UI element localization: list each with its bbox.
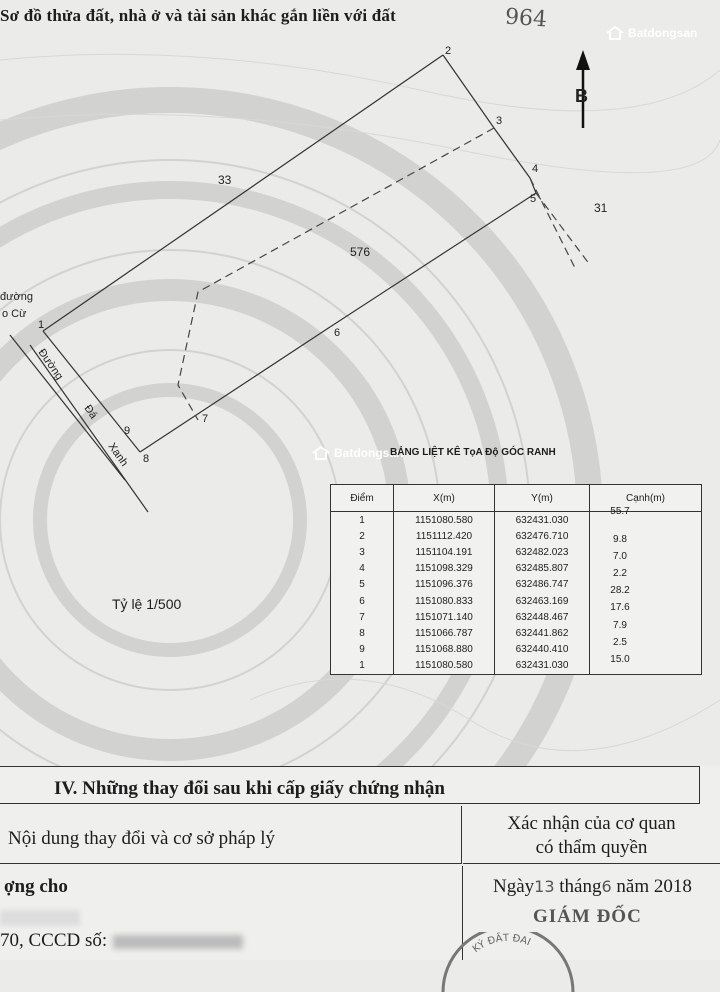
inner-dashed-line bbox=[178, 128, 494, 420]
table-row bbox=[331, 528, 702, 544]
edge-value: 7.9 bbox=[613, 620, 627, 631]
cell-x: 1151080.580 bbox=[394, 658, 495, 675]
boundary-6-8 bbox=[140, 327, 330, 452]
date-prefix: Ngày bbox=[493, 876, 535, 897]
coords-table-title: BẢNG LIỆT KÊ TọA Độ GÓC RANH bbox=[390, 447, 556, 458]
edge-value: 2.5 bbox=[613, 637, 627, 648]
col-right-line-1: Xác nhận của cơ quan bbox=[507, 813, 676, 834]
road-name-3: Xanh bbox=[105, 440, 131, 469]
boundary-2-3 bbox=[443, 55, 494, 128]
road-corner-label-2: o Cừ bbox=[2, 308, 27, 320]
table-row bbox=[331, 658, 702, 675]
watermark-text: Batdongsan bbox=[334, 446, 404, 460]
point-5: 5 bbox=[530, 193, 537, 205]
cell-y: 632440.410 bbox=[495, 642, 590, 658]
road-name-2: Đá bbox=[81, 402, 100, 422]
date-year: năm 2018 bbox=[616, 876, 692, 897]
point-9: 9 bbox=[124, 425, 131, 437]
neighbor-east: 31 bbox=[594, 201, 608, 215]
header-point: Điểm bbox=[331, 485, 394, 512]
cell-y: 632485.807 bbox=[495, 561, 590, 577]
road-edge-1 bbox=[10, 335, 125, 480]
cell-y: 632476.710 bbox=[495, 528, 590, 544]
edge-value: 17.6 bbox=[610, 602, 630, 613]
date-day: 13 bbox=[534, 877, 555, 896]
table-row bbox=[331, 593, 702, 609]
cell-x: 1151068.880 bbox=[394, 642, 495, 658]
cell-y: 632482.023 bbox=[495, 544, 590, 560]
map-scale: Tỷ lệ 1/500 bbox=[112, 596, 182, 612]
cell-point: 2 bbox=[331, 528, 394, 544]
change-text-row-2 bbox=[0, 930, 243, 952]
cell-x: 1151112.420 bbox=[394, 528, 495, 544]
parcel-number: 576 bbox=[350, 245, 371, 259]
cell-x: 1151066.787 bbox=[394, 625, 495, 641]
cell-point: 8 bbox=[331, 625, 394, 641]
header-x: X(m) bbox=[394, 485, 495, 512]
redacted-id bbox=[113, 935, 243, 949]
col-right-line-2: có thẩm quyền bbox=[535, 837, 648, 858]
cell-point: 7 bbox=[331, 609, 394, 625]
road-corner-label-1: đường bbox=[0, 291, 33, 303]
confirmation-cell bbox=[463, 866, 720, 960]
neighbor-north: 33 bbox=[218, 173, 232, 187]
date-month: 6 bbox=[601, 877, 612, 896]
document-title: Sơ đồ thửa đất, nhà ở và tài sản khác gắn liền với đất bbox=[0, 6, 396, 25]
edge-value: 55.7 bbox=[610, 506, 630, 517]
point-7: 7 bbox=[202, 413, 209, 425]
cell-y: 632463.169 bbox=[495, 593, 590, 609]
cell-y: 632486.747 bbox=[495, 577, 590, 593]
cell-x: 1151071.140 bbox=[394, 609, 495, 625]
point-4: 4 bbox=[532, 163, 539, 175]
cell-x: 1151080.580 bbox=[394, 512, 495, 529]
east-dashed-2 bbox=[536, 193, 590, 265]
col-right-header bbox=[463, 806, 720, 864]
table-row bbox=[331, 577, 702, 593]
boundary-1-2 bbox=[43, 55, 443, 331]
header-edge: Cạnh(m) bbox=[590, 485, 702, 512]
change-content-cell bbox=[0, 866, 463, 960]
cell-x: 1151098.329 bbox=[394, 561, 495, 577]
table-row bbox=[331, 625, 702, 641]
seal-text: KÝ ĐẤT ĐAI bbox=[470, 932, 533, 956]
point-3: 3 bbox=[496, 115, 503, 127]
svg-text:KÝ ĐẤT ĐAI bbox=[471, 932, 532, 955]
road-name-1: Đường bbox=[35, 346, 66, 383]
east-dashed-1 bbox=[530, 178, 576, 270]
cell-point: 3 bbox=[331, 544, 394, 560]
col-left-header: Nội dung thay đổi và cơ sở pháp lý bbox=[0, 806, 462, 864]
edge-value: 9.8 bbox=[613, 534, 627, 545]
house-icon bbox=[312, 446, 330, 460]
point-8: 8 bbox=[143, 453, 150, 465]
watermark-text: Batdongsan bbox=[628, 26, 698, 40]
section-iv-title: IV. Những thay đổi sau khi cấp giấy chứng nhận bbox=[0, 766, 700, 804]
cell-y: 632448.467 bbox=[495, 609, 590, 625]
boundary-5-6 bbox=[330, 193, 536, 327]
cell-point: 6 bbox=[331, 593, 394, 609]
table-row bbox=[331, 642, 702, 658]
handwritten-note: 964 bbox=[504, 4, 548, 33]
edge-value: 15.0 bbox=[610, 654, 630, 665]
redacted-line bbox=[0, 910, 80, 926]
change-text-2: 70, CCCD số: bbox=[0, 930, 108, 951]
edge-value: 28.2 bbox=[610, 585, 630, 596]
confirmation-date bbox=[493, 876, 692, 898]
cell-y: 632431.030 bbox=[495, 658, 590, 675]
section-iv bbox=[0, 766, 720, 960]
cell-point: 5 bbox=[331, 577, 394, 593]
table-row bbox=[331, 512, 702, 529]
table-row bbox=[331, 544, 702, 560]
point-1: 1 bbox=[38, 319, 45, 331]
cell-point: 1 bbox=[331, 658, 394, 675]
boundary-3-4 bbox=[494, 128, 530, 178]
coords-table bbox=[330, 484, 702, 675]
cell-x: 1151096.376 bbox=[394, 577, 495, 593]
cell-point: 1 bbox=[331, 512, 394, 529]
table-row bbox=[331, 561, 702, 577]
north-label: B bbox=[575, 86, 588, 106]
cell-x: 1151104.191 bbox=[394, 544, 495, 560]
table-row bbox=[331, 609, 702, 625]
coords-header-row bbox=[331, 485, 702, 512]
header-y: Y(m) bbox=[495, 485, 590, 512]
signer-title: GIÁM ĐỐC bbox=[533, 906, 642, 927]
edge-value: 7.0 bbox=[613, 551, 627, 562]
cell-y: 632441.862 bbox=[495, 625, 590, 641]
date-month-word: tháng bbox=[559, 876, 602, 897]
change-text-1: ợng cho bbox=[4, 876, 68, 897]
edge-value: 2.2 bbox=[613, 568, 627, 579]
point-6: 6 bbox=[334, 327, 341, 339]
cell-point: 4 bbox=[331, 561, 394, 577]
cell-x: 1151080.833 bbox=[394, 593, 495, 609]
point-2: 2 bbox=[445, 45, 452, 57]
official-seal bbox=[433, 932, 583, 992]
cell-y: 632431.030 bbox=[495, 512, 590, 529]
cell-point: 9 bbox=[331, 642, 394, 658]
